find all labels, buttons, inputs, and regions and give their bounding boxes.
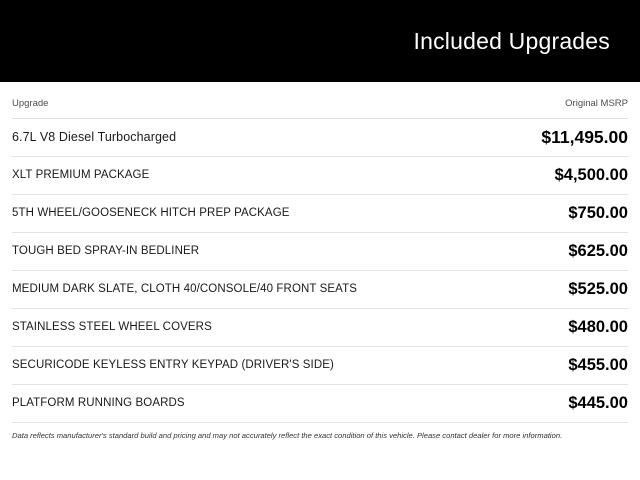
table-header-row [12, 82, 628, 119]
page-header [0, 0, 640, 82]
table-row [12, 347, 628, 385]
upgrade-price: $4,500.00 [554, 166, 628, 184]
table-row [12, 385, 628, 423]
column-header-msrp: Original MSRP [565, 98, 628, 109]
upgrade-name: TOUGH BED SPRAY-IN BEDLINER [12, 244, 200, 257]
upgrades-list [12, 119, 628, 423]
page-title: Included Upgrades [413, 27, 610, 54]
upgrade-name: XLT PREMIUM PACKAGE [12, 168, 150, 181]
upgrades-sheet [0, 82, 640, 480]
upgrade-name: STAINLESS STEEL WHEEL COVERS [12, 320, 212, 333]
upgrade-price: $445.00 [568, 394, 628, 412]
table-row [12, 119, 628, 157]
upgrade-name: MEDIUM DARK SLATE, CLOTH 40/CONSOLE/40 FRONT SEATS [12, 282, 357, 295]
upgrade-price: $750.00 [568, 204, 628, 222]
upgrade-name: PLATFORM RUNNING BOARDS [12, 396, 185, 409]
upgrade-name: 5TH WHEEL/GOOSENECK HITCH PREP PACKAGE [12, 206, 290, 219]
disclaimer-text: Data reflects manufacturer's standard build and pricing and may not accurately reflect the exact condition of this vehicle. Please contact dealer for more information. [12, 431, 563, 440]
column-header-upgrade: Upgrade [12, 98, 49, 109]
table-row [12, 271, 628, 309]
upgrade-price: $11,495.00 [541, 127, 628, 147]
upgrade-price: $625.00 [568, 242, 628, 260]
upgrade-price: $480.00 [568, 318, 628, 336]
upgrade-price: $455.00 [568, 356, 628, 374]
upgrade-name: SECURICODE KEYLESS ENTRY KEYPAD (DRIVER'S SIDE) [12, 358, 334, 371]
upgrade-name: 6.7L V8 Diesel Turbocharged [12, 130, 177, 145]
table-row [12, 309, 628, 347]
table-row [12, 157, 628, 195]
table-row [12, 233, 628, 271]
upgrade-price: $525.00 [568, 280, 628, 298]
table-row [12, 195, 628, 233]
